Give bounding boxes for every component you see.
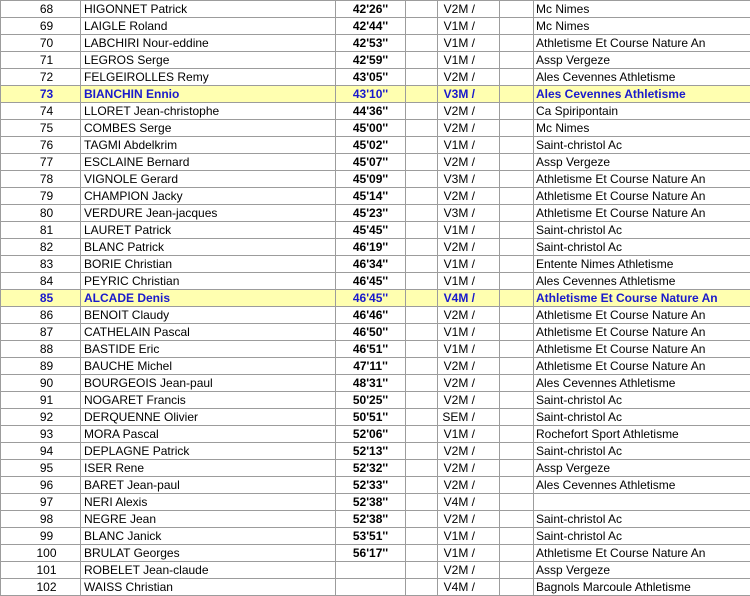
empty-cell <box>406 256 438 273</box>
empty-cell <box>406 86 438 103</box>
club-cell: Saint-christol Ac <box>534 137 750 154</box>
club-cell <box>534 494 750 511</box>
empty-cell <box>500 273 534 290</box>
time-cell: 42'26'' <box>336 1 406 18</box>
time-cell: 45'02'' <box>336 137 406 154</box>
rank-cell: 70 <box>1 35 81 52</box>
runner-name-cell: WAISS Christian <box>81 579 336 596</box>
runner-name-cell: BRULAT Georges <box>81 545 336 562</box>
club-cell: Saint-christol Ac <box>534 392 750 409</box>
time-cell: 43'10'' <box>336 86 406 103</box>
club-cell: Athletisme Et Course Nature An <box>534 171 750 188</box>
time-cell: 48'31'' <box>336 375 406 392</box>
empty-cell <box>500 341 534 358</box>
category-cell: V2M / <box>438 120 500 137</box>
empty-cell <box>406 205 438 222</box>
category-cell: V2M / <box>438 188 500 205</box>
empty-cell <box>500 239 534 256</box>
empty-cell <box>500 545 534 562</box>
category-cell: V3M / <box>438 171 500 188</box>
empty-cell <box>500 477 534 494</box>
results-body <box>1 1 750 596</box>
runner-name-cell: CATHELAIN Pascal <box>81 324 336 341</box>
rank-cell: 100 <box>1 545 81 562</box>
empty-cell <box>406 69 438 86</box>
empty-cell <box>500 375 534 392</box>
runner-name-cell: BORIE Christian <box>81 256 336 273</box>
club-cell: Assp Vergeze <box>534 460 750 477</box>
time-cell: 46'45'' <box>336 273 406 290</box>
rank-cell: 97 <box>1 494 81 511</box>
empty-cell <box>500 494 534 511</box>
category-cell: V1M / <box>438 35 500 52</box>
rank-cell: 84 <box>1 273 81 290</box>
time-cell: 46'51'' <box>336 341 406 358</box>
empty-cell <box>500 460 534 477</box>
rank-cell: 81 <box>1 222 81 239</box>
rank-cell: 69 <box>1 18 81 35</box>
runner-name-cell: LLORET Jean-christophe <box>81 103 336 120</box>
category-cell: V1M / <box>438 273 500 290</box>
result-row <box>1 103 750 120</box>
result-row <box>1 528 750 545</box>
empty-cell <box>500 86 534 103</box>
runner-name-cell: LAIGLE Roland <box>81 18 336 35</box>
result-row <box>1 52 750 69</box>
result-row <box>1 205 750 222</box>
empty-cell <box>500 171 534 188</box>
runner-name-cell: HIGONNET Patrick <box>81 1 336 18</box>
rank-cell: 76 <box>1 137 81 154</box>
time-cell: 53'51'' <box>336 528 406 545</box>
rank-cell: 74 <box>1 103 81 120</box>
empty-cell <box>500 154 534 171</box>
empty-cell <box>406 460 438 477</box>
runner-name-cell: FELGEIROLLES Remy <box>81 69 336 86</box>
result-row <box>1 562 750 579</box>
empty-cell <box>406 52 438 69</box>
empty-cell <box>500 205 534 222</box>
empty-cell <box>406 120 438 137</box>
time-cell: 42'44'' <box>336 18 406 35</box>
result-row <box>1 341 750 358</box>
empty-cell <box>406 341 438 358</box>
empty-cell <box>406 494 438 511</box>
runner-name-cell: COMBES Serge <box>81 120 336 137</box>
rank-cell: 93 <box>1 426 81 443</box>
runner-name-cell: VERDURE Jean-jacques <box>81 205 336 222</box>
empty-cell <box>500 443 534 460</box>
runner-name-cell: BOURGEOIS Jean-paul <box>81 375 336 392</box>
runner-name-cell: ISER Rene <box>81 460 336 477</box>
empty-cell <box>406 171 438 188</box>
rank-cell: 91 <box>1 392 81 409</box>
time-cell: 52'33'' <box>336 477 406 494</box>
club-cell: Athletisme Et Course Nature An <box>534 545 750 562</box>
club-cell: Athletisme Et Course Nature An <box>534 324 750 341</box>
category-cell: V2M / <box>438 239 500 256</box>
club-cell: Ales Cevennes Athletisme <box>534 375 750 392</box>
empty-cell <box>500 137 534 154</box>
empty-cell <box>406 358 438 375</box>
category-cell: V1M / <box>438 341 500 358</box>
result-row <box>1 324 750 341</box>
result-row <box>1 222 750 239</box>
empty-cell <box>500 290 534 307</box>
rank-cell: 79 <box>1 188 81 205</box>
rank-cell: 82 <box>1 239 81 256</box>
result-row <box>1 239 750 256</box>
runner-name-cell: LEGROS Serge <box>81 52 336 69</box>
result-row <box>1 137 750 154</box>
category-cell: V1M / <box>438 222 500 239</box>
result-row <box>1 579 750 596</box>
rank-cell: 98 <box>1 511 81 528</box>
runner-name-cell: VIGNOLE Gerard <box>81 171 336 188</box>
time-cell: 46'46'' <box>336 307 406 324</box>
time-cell: 45'09'' <box>336 171 406 188</box>
runner-name-cell: NEGRE Jean <box>81 511 336 528</box>
result-row <box>1 188 750 205</box>
club-cell: Ca Spiripontain <box>534 103 750 120</box>
category-cell: V1M / <box>438 545 500 562</box>
club-cell: Assp Vergeze <box>534 52 750 69</box>
time-cell: 46'50'' <box>336 324 406 341</box>
category-cell: V2M / <box>438 154 500 171</box>
rank-cell: 77 <box>1 154 81 171</box>
club-cell: Mc Nimes <box>534 120 750 137</box>
rank-cell: 68 <box>1 1 81 18</box>
category-cell: V2M / <box>438 511 500 528</box>
category-cell: V2M / <box>438 307 500 324</box>
time-cell <box>336 562 406 579</box>
rank-cell: 72 <box>1 69 81 86</box>
club-cell: Bagnols Marcoule Athletisme <box>534 579 750 596</box>
result-row <box>1 154 750 171</box>
club-cell: Athletisme Et Course Nature An <box>534 35 750 52</box>
club-cell: Rochefort Sport Athletisme <box>534 426 750 443</box>
result-row <box>1 18 750 35</box>
result-row <box>1 171 750 188</box>
runner-name-cell: BASTIDE Eric <box>81 341 336 358</box>
rank-cell: 73 <box>1 86 81 103</box>
empty-cell <box>406 35 438 52</box>
result-row <box>1 86 750 103</box>
rank-cell: 90 <box>1 375 81 392</box>
rank-cell: 89 <box>1 358 81 375</box>
empty-cell <box>500 256 534 273</box>
time-cell: 52'38'' <box>336 511 406 528</box>
club-cell: Ales Cevennes Athletisme <box>534 477 750 494</box>
time-cell: 56'17'' <box>336 545 406 562</box>
runner-name-cell: BIANCHIN Ennio <box>81 86 336 103</box>
empty-cell <box>406 188 438 205</box>
empty-cell <box>500 307 534 324</box>
category-cell: V2M / <box>438 443 500 460</box>
category-cell: SEM / <box>438 409 500 426</box>
time-cell: 45'07'' <box>336 154 406 171</box>
category-cell: V1M / <box>438 324 500 341</box>
time-cell: 47'11'' <box>336 358 406 375</box>
time-cell: 45'00'' <box>336 120 406 137</box>
runner-name-cell: BENOIT Claudy <box>81 307 336 324</box>
empty-cell <box>406 579 438 596</box>
time-cell: 46'19'' <box>336 239 406 256</box>
empty-cell <box>500 409 534 426</box>
time-cell: 46'34'' <box>336 256 406 273</box>
time-cell: 43'05'' <box>336 69 406 86</box>
empty-cell <box>500 511 534 528</box>
rank-cell: 99 <box>1 528 81 545</box>
empty-cell <box>500 392 534 409</box>
empty-cell <box>500 426 534 443</box>
empty-cell <box>406 324 438 341</box>
result-row <box>1 375 750 392</box>
runner-name-cell: MORA Pascal <box>81 426 336 443</box>
rank-cell: 88 <box>1 341 81 358</box>
club-cell: Saint-christol Ac <box>534 511 750 528</box>
result-row <box>1 511 750 528</box>
category-cell: V2M / <box>438 477 500 494</box>
empty-cell <box>500 69 534 86</box>
result-row <box>1 120 750 137</box>
runner-name-cell: LAURET Patrick <box>81 222 336 239</box>
empty-cell <box>406 222 438 239</box>
club-cell: Athletisme Et Course Nature An <box>534 307 750 324</box>
category-cell: V2M / <box>438 1 500 18</box>
club-cell: Assp Vergeze <box>534 154 750 171</box>
club-cell: Athletisme Et Course Nature An <box>534 290 750 307</box>
runner-name-cell: CHAMPION Jacky <box>81 188 336 205</box>
club-cell: Saint-christol Ac <box>534 443 750 460</box>
club-cell: Saint-christol Ac <box>534 528 750 545</box>
result-row <box>1 545 750 562</box>
empty-cell <box>406 375 438 392</box>
empty-cell <box>500 35 534 52</box>
club-cell: Athletisme Et Course Nature An <box>534 188 750 205</box>
empty-cell <box>406 443 438 460</box>
runner-name-cell: NOGARET Francis <box>81 392 336 409</box>
empty-cell <box>500 188 534 205</box>
result-row <box>1 426 750 443</box>
club-cell: Ales Cevennes Athletisme <box>534 86 750 103</box>
category-cell: V2M / <box>438 392 500 409</box>
time-cell: 52'06'' <box>336 426 406 443</box>
runner-name-cell: BARET Jean-paul <box>81 477 336 494</box>
category-cell: V3M / <box>438 86 500 103</box>
rank-cell: 94 <box>1 443 81 460</box>
rank-cell: 71 <box>1 52 81 69</box>
empty-cell <box>406 103 438 120</box>
category-cell: V2M / <box>438 69 500 86</box>
empty-cell <box>406 239 438 256</box>
empty-cell <box>500 528 534 545</box>
runner-name-cell: DEPLAGNE Patrick <box>81 443 336 460</box>
empty-cell <box>406 307 438 324</box>
time-cell: 45'45'' <box>336 222 406 239</box>
time-cell <box>336 579 406 596</box>
category-cell: V3M / <box>438 205 500 222</box>
runner-name-cell: BLANC Patrick <box>81 239 336 256</box>
runner-name-cell: ALCADE Denis <box>81 290 336 307</box>
club-cell: Athletisme Et Course Nature An <box>534 341 750 358</box>
club-cell: Mc Nimes <box>534 18 750 35</box>
runner-name-cell: PEYRIC Christian <box>81 273 336 290</box>
runner-name-cell: LABCHIRI Nour-eddine <box>81 35 336 52</box>
empty-cell <box>406 273 438 290</box>
runner-name-cell: ESCLAINE Bernard <box>81 154 336 171</box>
category-cell: V1M / <box>438 52 500 69</box>
rank-cell: 102 <box>1 579 81 596</box>
category-cell: V2M / <box>438 375 500 392</box>
empty-cell <box>406 392 438 409</box>
result-row <box>1 290 750 307</box>
club-cell: Saint-christol Ac <box>534 239 750 256</box>
rank-cell: 86 <box>1 307 81 324</box>
category-cell: V2M / <box>438 358 500 375</box>
empty-cell <box>406 409 438 426</box>
club-cell: Saint-christol Ac <box>534 222 750 239</box>
result-row <box>1 494 750 511</box>
empty-cell <box>500 1 534 18</box>
category-cell: V2M / <box>438 103 500 120</box>
rank-cell: 95 <box>1 460 81 477</box>
club-cell: Saint-christol Ac <box>534 409 750 426</box>
empty-cell <box>500 103 534 120</box>
empty-cell <box>500 579 534 596</box>
empty-cell <box>500 222 534 239</box>
empty-cell <box>406 426 438 443</box>
empty-cell <box>406 477 438 494</box>
club-cell: Entente Nimes Athletisme <box>534 256 750 273</box>
result-row <box>1 1 750 18</box>
empty-cell <box>406 511 438 528</box>
time-cell: 45'23'' <box>336 205 406 222</box>
result-row <box>1 477 750 494</box>
category-cell: V2M / <box>438 460 500 477</box>
empty-cell <box>406 1 438 18</box>
result-row <box>1 358 750 375</box>
time-cell: 50'25'' <box>336 392 406 409</box>
empty-cell <box>406 290 438 307</box>
result-row <box>1 392 750 409</box>
category-cell: V4M / <box>438 290 500 307</box>
time-cell: 52'38'' <box>336 494 406 511</box>
category-cell: V2M / <box>438 562 500 579</box>
result-row <box>1 69 750 86</box>
category-cell: V1M / <box>438 256 500 273</box>
result-row <box>1 460 750 477</box>
runner-name-cell: TAGMI Abdelkrim <box>81 137 336 154</box>
empty-cell <box>406 154 438 171</box>
empty-cell <box>406 528 438 545</box>
category-cell: V4M / <box>438 579 500 596</box>
category-cell: V1M / <box>438 426 500 443</box>
empty-cell <box>500 324 534 341</box>
category-cell: V1M / <box>438 528 500 545</box>
empty-cell <box>406 562 438 579</box>
category-cell: V4M / <box>438 494 500 511</box>
result-row <box>1 273 750 290</box>
club-cell: Ales Cevennes Athletisme <box>534 273 750 290</box>
empty-cell <box>500 52 534 69</box>
time-cell: 45'14'' <box>336 188 406 205</box>
rank-cell: 80 <box>1 205 81 222</box>
club-cell: Athletisme Et Course Nature An <box>534 205 750 222</box>
club-cell: Mc Nimes <box>534 1 750 18</box>
empty-cell <box>500 358 534 375</box>
empty-cell <box>406 545 438 562</box>
club-cell: Athletisme Et Course Nature An <box>534 358 750 375</box>
rank-cell: 92 <box>1 409 81 426</box>
runner-name-cell: ROBELET Jean-claude <box>81 562 336 579</box>
time-cell: 42'53'' <box>336 35 406 52</box>
empty-cell <box>406 137 438 154</box>
time-cell: 44'36'' <box>336 103 406 120</box>
time-cell: 52'13'' <box>336 443 406 460</box>
runner-name-cell: NERI Alexis <box>81 494 336 511</box>
time-cell: 52'32'' <box>336 460 406 477</box>
runner-name-cell: BAUCHE Michel <box>81 358 336 375</box>
club-cell: Assp Vergeze <box>534 562 750 579</box>
empty-cell <box>406 18 438 35</box>
runner-name-cell: BLANC Janick <box>81 528 336 545</box>
result-row <box>1 443 750 460</box>
result-row <box>1 35 750 52</box>
rank-cell: 78 <box>1 171 81 188</box>
result-row <box>1 409 750 426</box>
rank-cell: 87 <box>1 324 81 341</box>
time-cell: 50'51'' <box>336 409 406 426</box>
runner-name-cell: DERQUENNE Olivier <box>81 409 336 426</box>
club-cell: Ales Cevennes Athletisme <box>534 69 750 86</box>
rank-cell: 83 <box>1 256 81 273</box>
category-cell: V1M / <box>438 137 500 154</box>
result-row <box>1 307 750 324</box>
time-cell: 46'45'' <box>336 290 406 307</box>
rank-cell: 96 <box>1 477 81 494</box>
rank-cell: 101 <box>1 562 81 579</box>
category-cell: V1M / <box>438 18 500 35</box>
empty-cell <box>500 562 534 579</box>
rank-cell: 75 <box>1 120 81 137</box>
empty-cell <box>500 18 534 35</box>
time-cell: 42'59'' <box>336 52 406 69</box>
rank-cell: 85 <box>1 290 81 307</box>
result-row <box>1 256 750 273</box>
empty-cell <box>500 120 534 137</box>
